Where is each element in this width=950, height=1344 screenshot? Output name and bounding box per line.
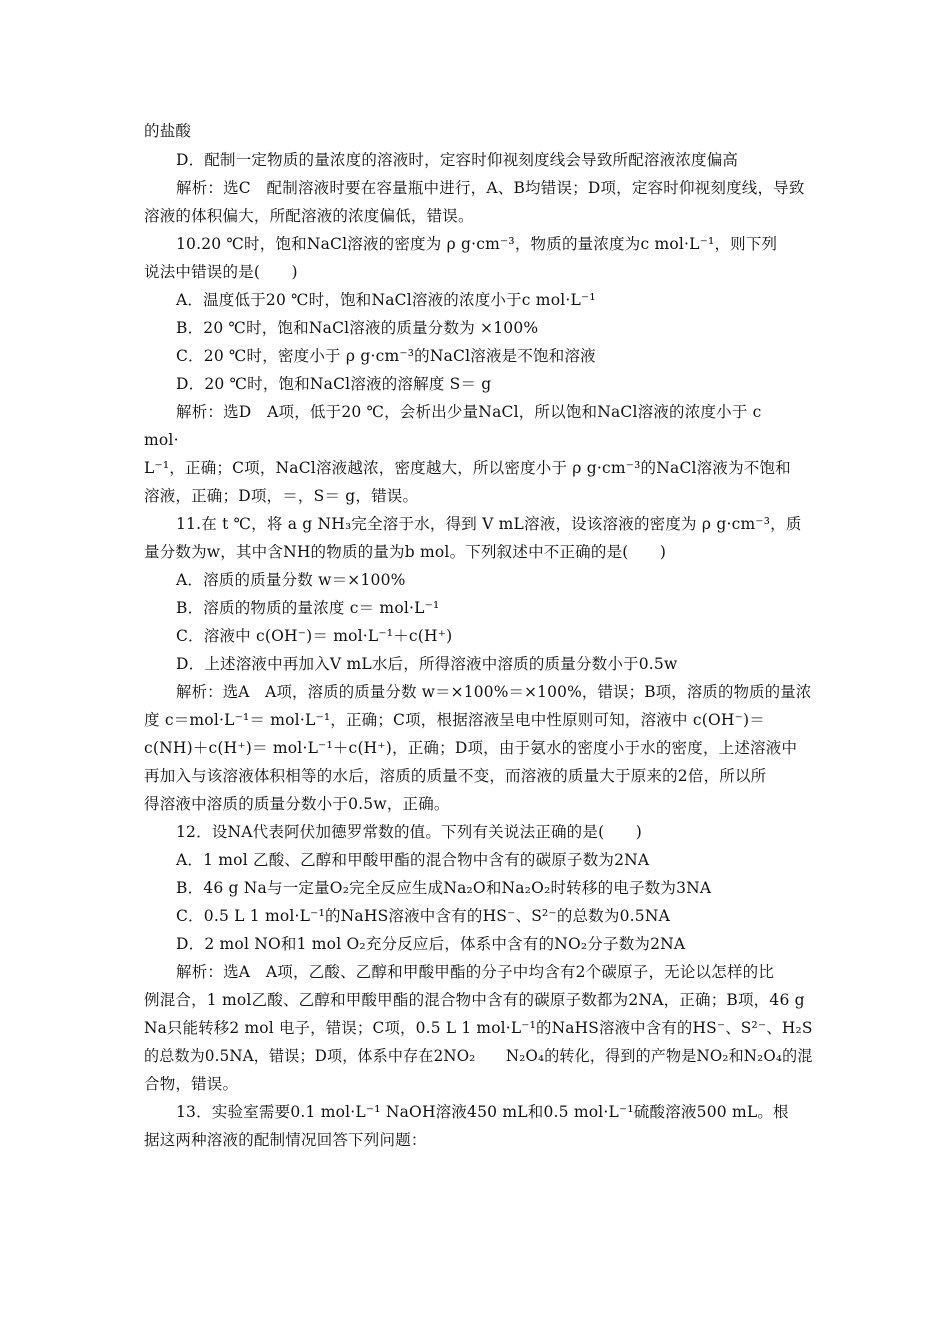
text-line: 溶液，正确；D项，＝，S＝ g，错误。 (144, 487, 419, 505)
text-line: Na只能转移2 mol 电子，错误；C项，0.5 L 1 mol·L⁻¹的NaHS溶液中含有的HS⁻、S²⁻、H₂S (144, 1019, 813, 1037)
text-line: C．20 ℃时，密度小于 ρ g·cm⁻³的NaCl溶液是不饱和溶液 (176, 347, 596, 365)
text-line: 例混合，1 mol乙酸、乙醇和甲酸甲酯的混合物中含有的碳原子数都为2NA，正确；B项，46 g (144, 991, 805, 1009)
text-line: 解析：选A A项，乙酸、乙醇和甲酸甲酯的分子中均含有2个碳原子，无论以怎样的比 (176, 963, 775, 981)
text-line: 解析：选C 配制溶液时要在容量瓶中进行，A、B均错误；D项，定容时仰视刻度线，导致 (176, 179, 805, 197)
text-line: 12．设NA代表阿伏加德罗常数的值。下列有关说法正确的是( ) (176, 823, 642, 841)
text-line: 合物，错误。 (144, 1075, 239, 1093)
text-line: 再加入与该溶液体积相等的水后，溶质的质量不变，而溶液的质量大于原来的2倍，所以所 (144, 767, 767, 785)
text-line: 度 c＝mol·L⁻¹＝ mol·L⁻¹，正确；C项，根据溶液呈电中性原则可知，溶液中 c(OH⁻)＝ (144, 711, 765, 729)
text-line: 说法中错误的是( ) (144, 263, 298, 281)
text-line: C．溶液中 c(OH⁻)＝ mol·L⁻¹＋c(H⁺) (176, 627, 453, 645)
text-line: mol· (144, 431, 179, 449)
text-line: 11.在 t ℃，将 a g NH₃完全溶于水，得到 V mL溶液，设该溶液的密度为 ρ g·cm⁻³，质 (176, 515, 802, 533)
text-line: c(NH)＋c(H⁺)＝ mol·L⁻¹＋c(H⁺)，正确；D项，由于氨水的密度小于水的密度，上述溶液中 (144, 739, 798, 757)
text-line: A．溶质的质量分数 w＝×100% (176, 571, 406, 589)
text-line: 的盐酸 (144, 122, 192, 140)
text-line: L⁻¹，正确；C项，NaCl溶液越浓，密度越大，所以密度小于 ρ g·cm⁻³的NaCl溶液为不饱和 (144, 459, 791, 477)
text-line: 据这两种溶液的配制情况回答下列问题： (144, 1131, 427, 1149)
text-line: D．2 mol NO和1 mol O₂充分反应后，体系中含有的NO₂分子数为2NA (176, 935, 686, 953)
text-line: 溶液的体积偏大，所配溶液的浓度偏低，错误。 (144, 207, 474, 225)
text-line: 的总数为0.5NA，错误；D项，体系中存在2NO₂ N₂O₄的转化，得到的产物是NO₂和N₂O₄的混 (144, 1047, 813, 1065)
text-line: B．20 ℃时，饱和NaCl溶液的质量分数为 ×100% (176, 319, 539, 337)
text-line: A．1 mol 乙酸、乙醇和甲酸甲酯的混合物中含有的碳原子数为2NA (176, 851, 650, 869)
text-line: B．46 g Na与一定量O₂完全反应生成Na₂O和Na₂O₂时转移的电子数为3NA (176, 879, 712, 897)
text-line: C．0.5 L 1 mol·L⁻¹的NaHS溶液中含有的HS⁻、S²⁻的总数为0.5NA (176, 907, 671, 925)
text-line: D．20 ℃时，饱和NaCl溶液的溶解度 S＝ g (176, 375, 492, 393)
text-line: 量分数为w，其中含NH的物质的量为b mol。下列叙述中不正确的是( ) (144, 543, 667, 561)
text-line: 10.20 ℃时，饱和NaCl溶液的密度为 ρ g·cm⁻³，物质的量浓度为c mol·L⁻¹，则下列 (176, 235, 778, 253)
text-line: D．上述溶液中再加入V mL水后，所得溶液中溶质的质量分数小于0.5w (176, 655, 678, 673)
text-line: A．温度低于20 ℃时，饱和NaCl溶液的浓度小于c mol·L⁻¹ (176, 291, 596, 309)
text-line: 得溶液中溶质的质量分数小于0.5w，正确。 (144, 795, 450, 813)
text-line: 解析：选D A项，低于20 ℃，会析出少量NaCl，所以饱和NaCl溶液的浓度小于 c (176, 403, 762, 421)
text-line: 13．实验室需要0.1 mol·L⁻¹ NaOH溶液450 mL和0.5 mol·L⁻¹硫酸溶液500 mL。根 (176, 1103, 789, 1121)
text-line: 解析：选A A项，溶质的质量分数 w＝×100%＝×100%，错误；B项，溶质的物质的量浓 (176, 683, 812, 701)
text-line: B．溶质的物质的量浓度 c＝ mol·L⁻¹ (176, 599, 440, 617)
text-line: D．配制一定物质的量浓度的溶液时，定容时仰视刻度线会导致所配溶液浓度偏高 (176, 151, 739, 169)
